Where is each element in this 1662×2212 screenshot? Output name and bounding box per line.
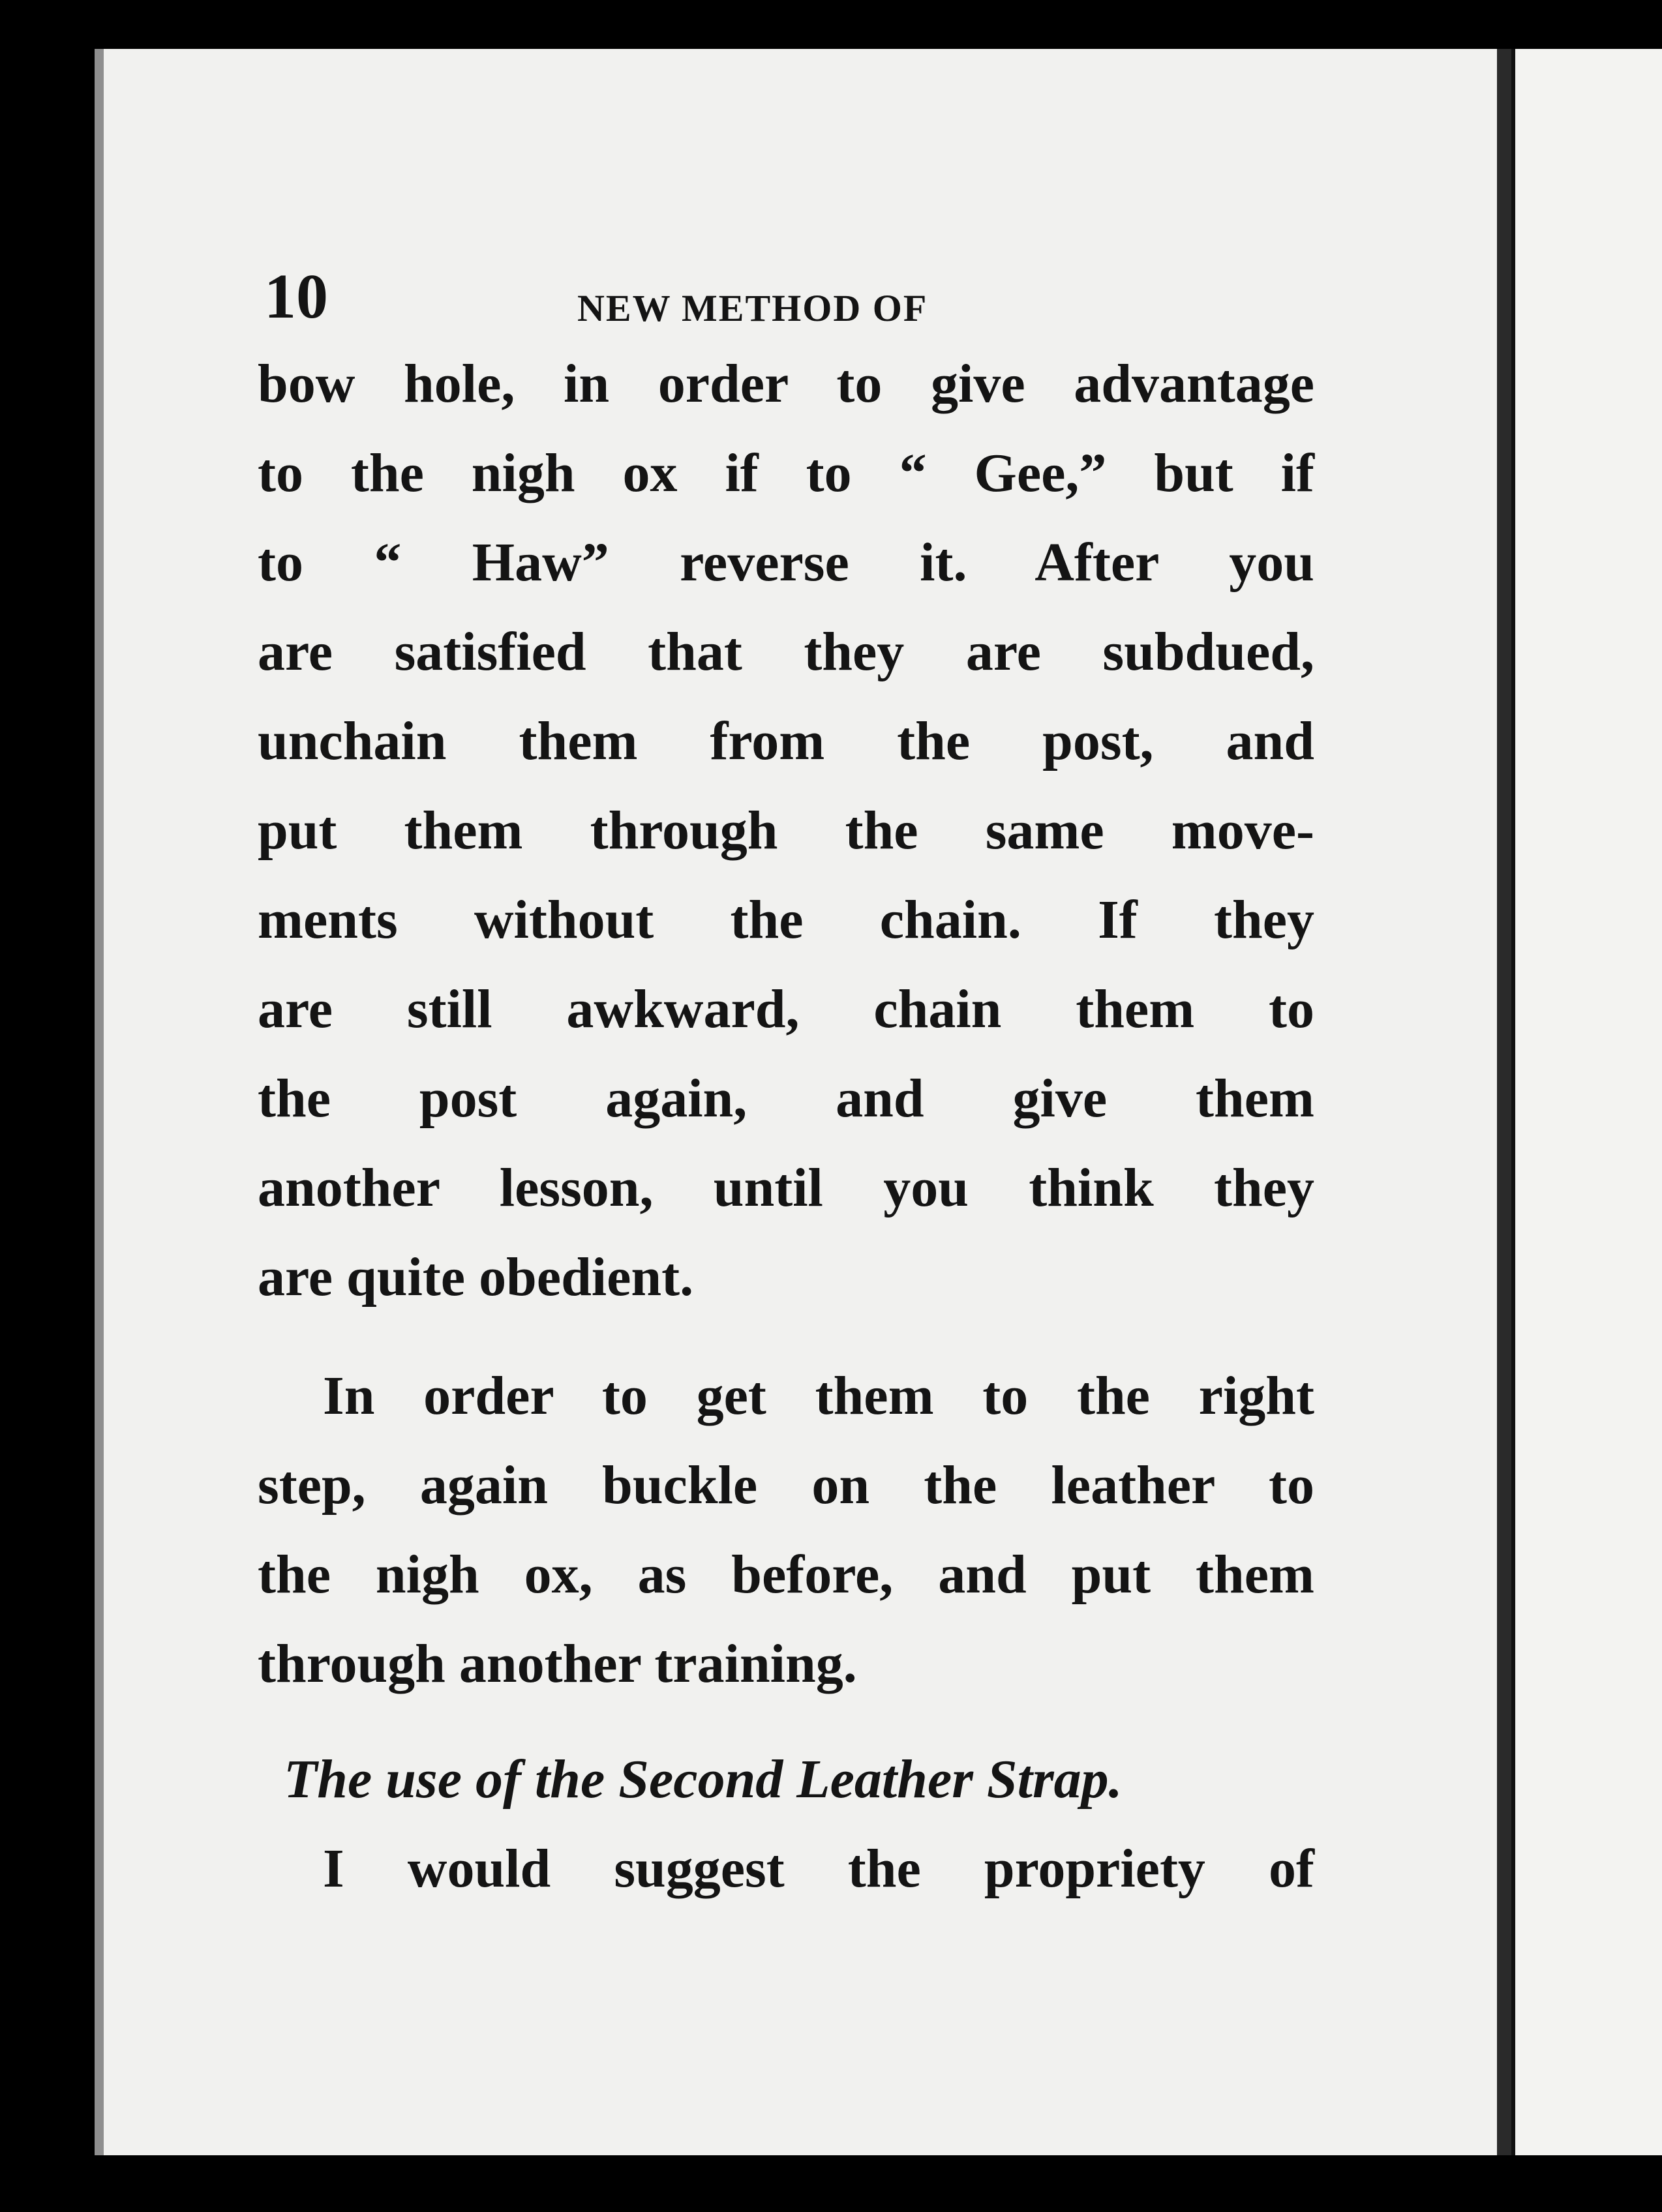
text-line: to the nigh ox if to “ Gee,” but if: [258, 443, 1314, 503]
text-line: through another training.: [258, 1634, 857, 1694]
page-content: [258, 261, 1314, 1913]
text-line: are quite obedient.: [258, 1247, 694, 1308]
text-line: I would suggest the propriety of: [323, 1838, 1314, 1899]
facing-page-edge: [1511, 49, 1662, 2155]
text-line: ments without the chain. If they: [258, 889, 1314, 950]
text-line: bow hole, in order to give advantage: [258, 353, 1314, 414]
paragraph-2: [258, 1351, 1314, 1709]
section-subheading: The use of the Second Leather Strap.: [284, 1749, 1123, 1810]
text-line: to “ Haw” reverse it. After you: [258, 532, 1314, 593]
text-line: the nigh ox, as before, and put them: [258, 1544, 1314, 1605]
text-line: put them through the same move-: [258, 800, 1314, 861]
text-line: In order to get them to the right: [323, 1366, 1314, 1426]
page-header: [258, 261, 1314, 339]
paragraph-3: [258, 1824, 1314, 1913]
text-line: another lesson, until you think they: [258, 1158, 1314, 1218]
page-number: 10: [264, 262, 328, 332]
paragraph-1: [258, 339, 1314, 1322]
running-head: NEW METHOD OF: [577, 287, 928, 329]
text-line: are satisfied that they are subdued,: [258, 621, 1314, 682]
text-line: are still awkward, chain them to: [258, 979, 1314, 1039]
text-line: unchain them from the post, and: [258, 711, 1314, 771]
text-line: step, again buckle on the leather to: [258, 1455, 1314, 1516]
page-gutter-shadow: [1497, 49, 1511, 2155]
text-line: the post again, and give them: [258, 1068, 1314, 1129]
